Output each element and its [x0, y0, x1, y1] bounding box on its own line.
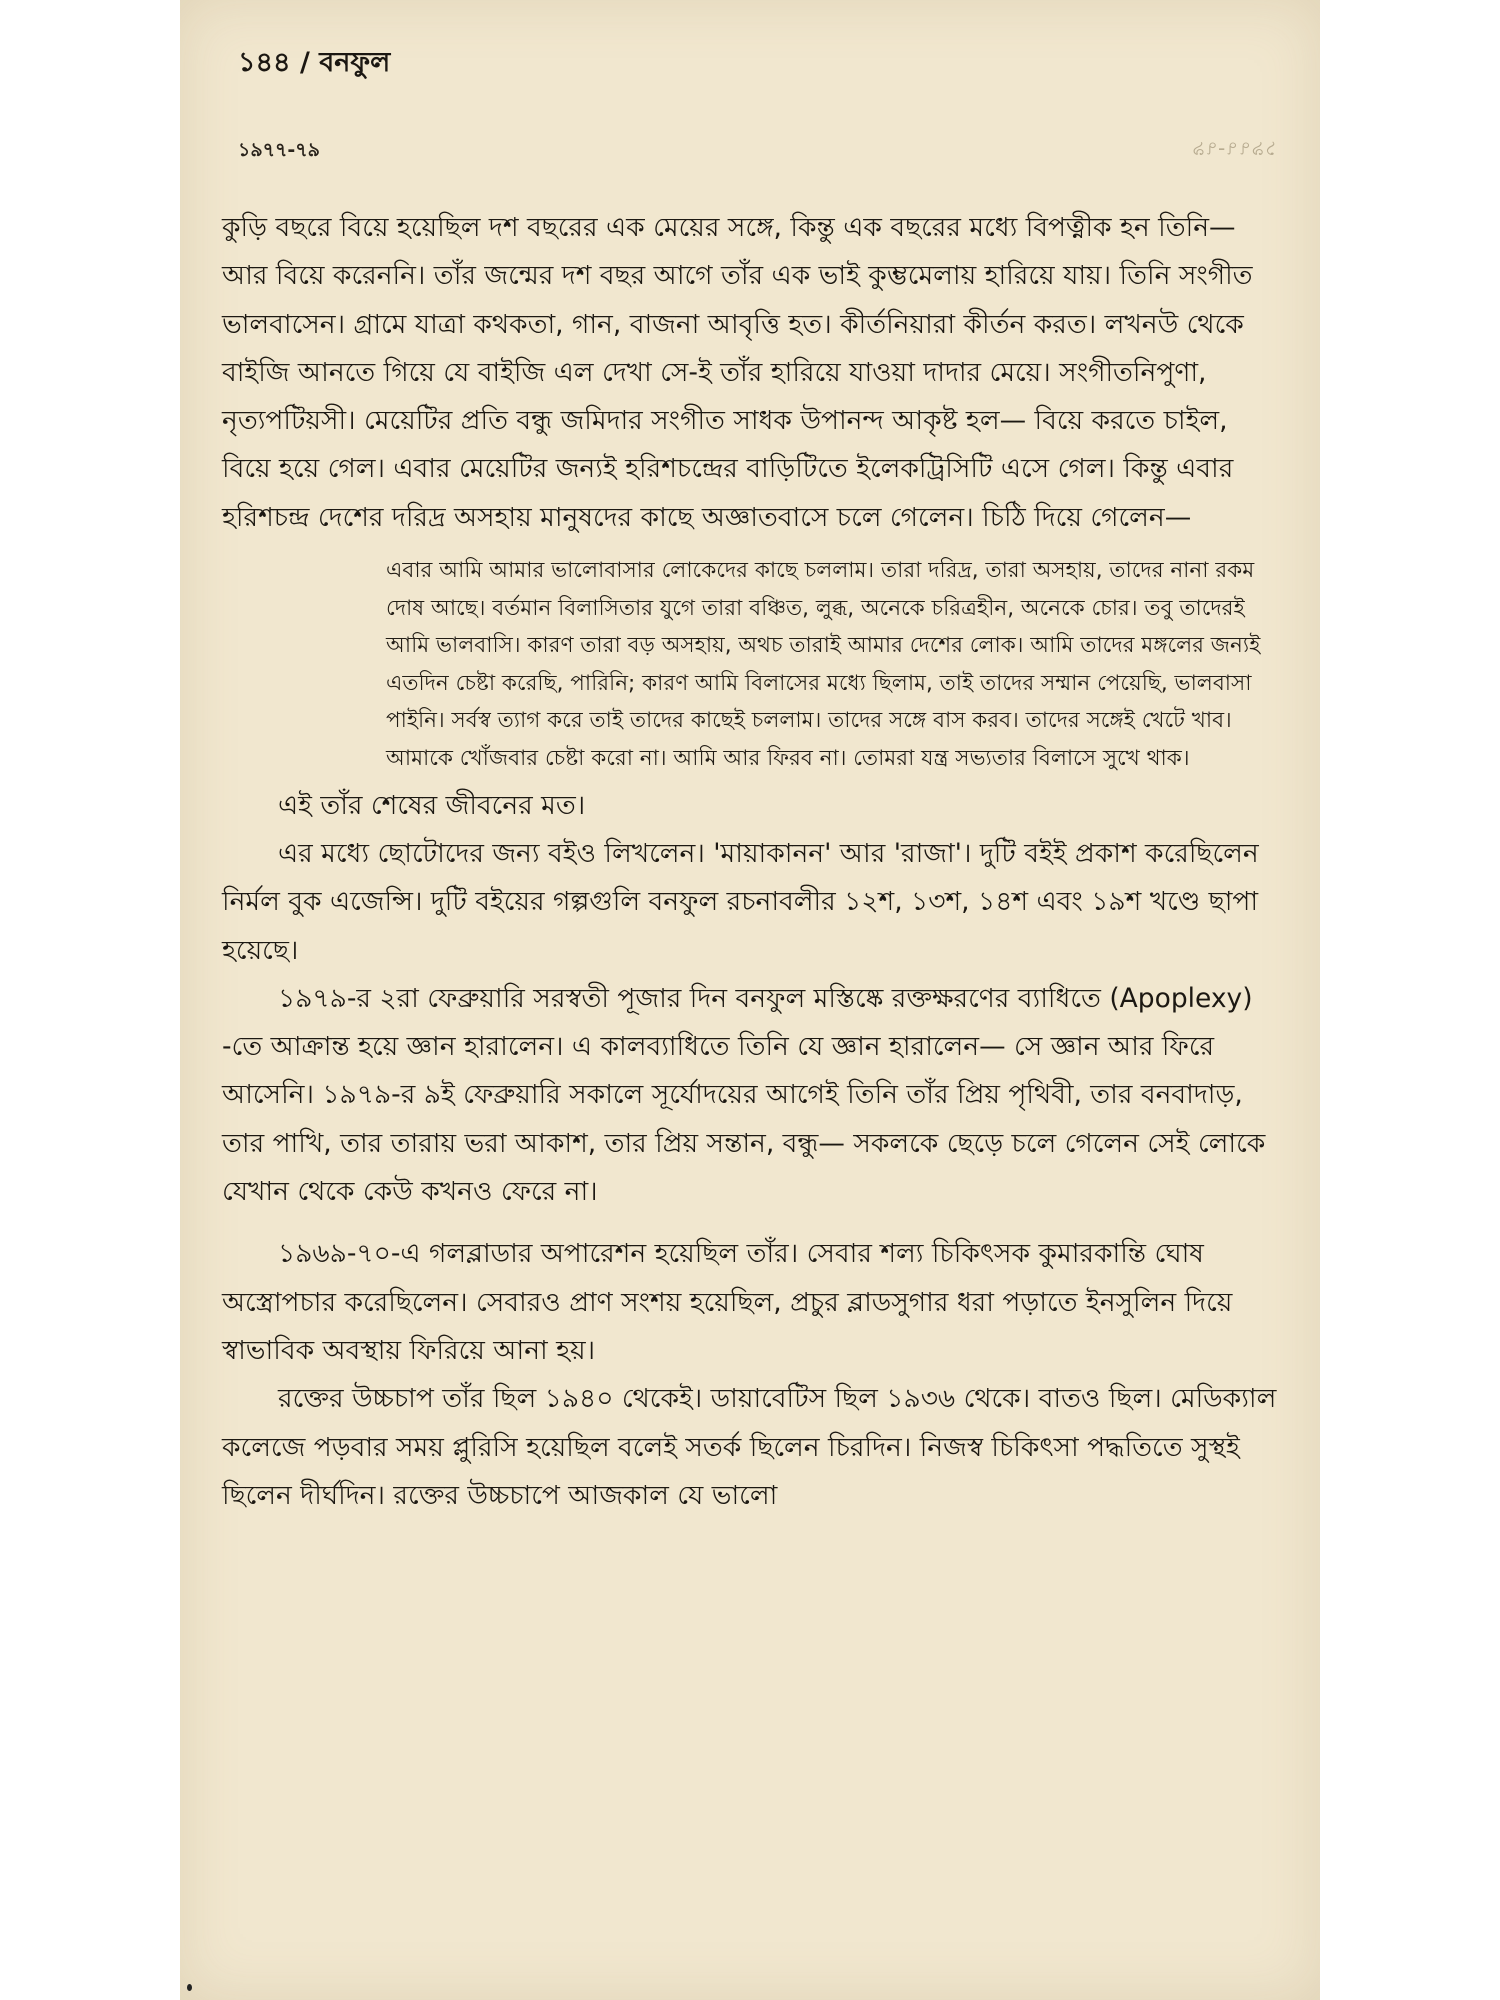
paragraph-5: ১৯৬৯-৭০-এ গলব্লাডার অপারেশন হয়েছিল তাঁর। সেবার শল্য চিকিৎসক কুমারকান্তি ঘোষ অস্ত্রোপচার করেছিলেন। সেবারও প্রাণ সংশয় হয়েছিল, প্রচুর ব্লাডসুগার ধরা পড়াতে ইনসুলিন দিয়ে স্বাভাবিক অবস্থায় ফিরিয়ে আনা হয়। — [222, 1238, 1233, 1366]
page-header: ১৪৪ / বনফুল — [238, 47, 391, 78]
paragraph-4: ১৯৭৯-র ২রা ফেব্রুয়ারি সরস্বতী পূজার দিন বনফুল মস্তিষ্কে রক্তক্ষরণের ব্যাধিতে (Apoplexy) -তে আক্রান্ত হয়ে জ্ঞান হারালেন। এ কালব্যাধিতে তিনি যে জ্ঞান হারালেন— সে জ্ঞান আর ফিরে আসেনি। ১৯৭৯-র ৯ই ফেব্রুয়ারি সকালে সূর্যোদয়ের আগেই তিনি তাঁর প্রিয় পৃথিবী, তার বনবাদাড়, তার পাখি, তার তারায় ভরা আকাশ, তার প্রিয় সন্তান, বন্ধু— সকলকে ছেড়ে চলে গেলেন সেই লোকে যেখান থেকে কেউ কখনও ফেরে না। — [222, 982, 1266, 1208]
ink-speck — [187, 1984, 192, 1991]
section-year: ১৯৭৭-৭৯ — [238, 139, 320, 161]
paragraph-3: এর মধ্যে ছোটোদের জন্য বইও লিখলেন। 'মায়াকানন' আর 'রাজা'। দুটি বইই প্রকাশ করেছিলেন নির্মল বুক এজেন্সি। দুটি বইয়ের গল্পগুলি বনফুল রচনাবলীর ১২শ, ১৩শ, ১৪শ এবং ১৯শ খণ্ডে ছাপা হয়েছে। — [222, 837, 1259, 966]
paragraph-1: কুড়ি বছরে বিয়ে হয়েছিল দশ বছরের এক মেয়ের সঙ্গে, কিন্তু এক বছরের মধ্যে বিপত্নীক হন তিনি— আর বিয়ে করেননি। তাঁর জন্মের দশ বছর আগে তাঁর এক ভাই কুম্ভমেলায় হারিয়ে যায়। তিনি সংগীত ভালবাসেন। গ্রামে যাত্রা কথকতা, গান, বাজনা আবৃত্তি হত। কীর্তনিয়ারা কীর্তন করত। লখনউ থেকে বাইজি আনতে গিয়ে যে বাইজি এল দেখা সে-ই তাঁর হারিয়ে যাওয়া দাদার মেয়ে। সংগীতনিপুণা, নৃত্যপটিয়সী। মেয়েটির প্রতি বন্ধু জমিদার সংগীত সাধক উপানন্দ আকৃষ্ট হল— বিয়ে করতে চাইল, বিয়ে হয়ে গেল। এবার মেয়েটির জন্যই হরিশচন্দ্রের বাড়িটিতে ইলেকট্রিসিটি এসে গেল। কিন্তু এবার হরিশচন্দ্র দেশের দরিদ্র অসহায় মানুষদের কাছে অজ্ঞাতবাসে চলে গেলেন। চিঠি দিয়ে গেলেন— — [222, 212, 1253, 533]
bleed-through-text: ১৯৭৭-৭৯ — [1192, 136, 1278, 160]
paragraph-2: এই তাঁর শেষের জীবনের মত। — [278, 789, 586, 821]
paragraph-6: রক্তের উচ্চচাপ তাঁর ছিল ১৯৪০ থেকেই। ডায়াবেটিস ছিল ১৯৩৬ থেকে। বাতও ছিল। মেডিক্যাল কলেজে পড়বার সময় প্লুরিসি হয়েছিল বলেই সতর্ক ছিলেন চিরদিন। নিজস্ব চিকিৎসা পদ্ধতিতে সুস্থই ছিলেন দীর্ঘদিন। রক্তের উচ্চচাপে আজকাল যে ভালো — [222, 1383, 1277, 1511]
letter-quote: এবার আমি আমার ভালোবাসার লোকেদের কাছে চললাম। তারা দরিদ্র, তারা অসহায়, তাদের নানা রকম দোষ আছে। বর্তমান বিলাসিতার যুগে তারা বঞ্চিত, লুব্ধ, অনেকে চরিত্রহীন, অনেকে চোর। তবু তাদেরই আমি ভালবাসি। কারণ তারা বড় অসহায়, অথচ তারাই আমার দেশের লোক। আমি তাদের মঙ্গলের জন্যই এতদিন চেষ্টা করেছি, পারিনি; কারণ আমি বিলাসের মধ্যে ছিলাম, তাই তাদের সম্মান পেয়েছি, ভালবাসা পাইনি। সর্বস্ব ত্যাগ করে তাই তাদের কাছেই চললাম। তাদের সঙ্গে বাস করব। তাদের সঙ্গেই খেটে খাব। আমাকে খোঁজবার চেষ্টা করো না। আমি আর ফিরব না। তোমরা যন্ত্র সভ্যতার বিলাসে সুখে থাক। — [386, 558, 1261, 772]
body-text — [222, 204, 1280, 1520]
